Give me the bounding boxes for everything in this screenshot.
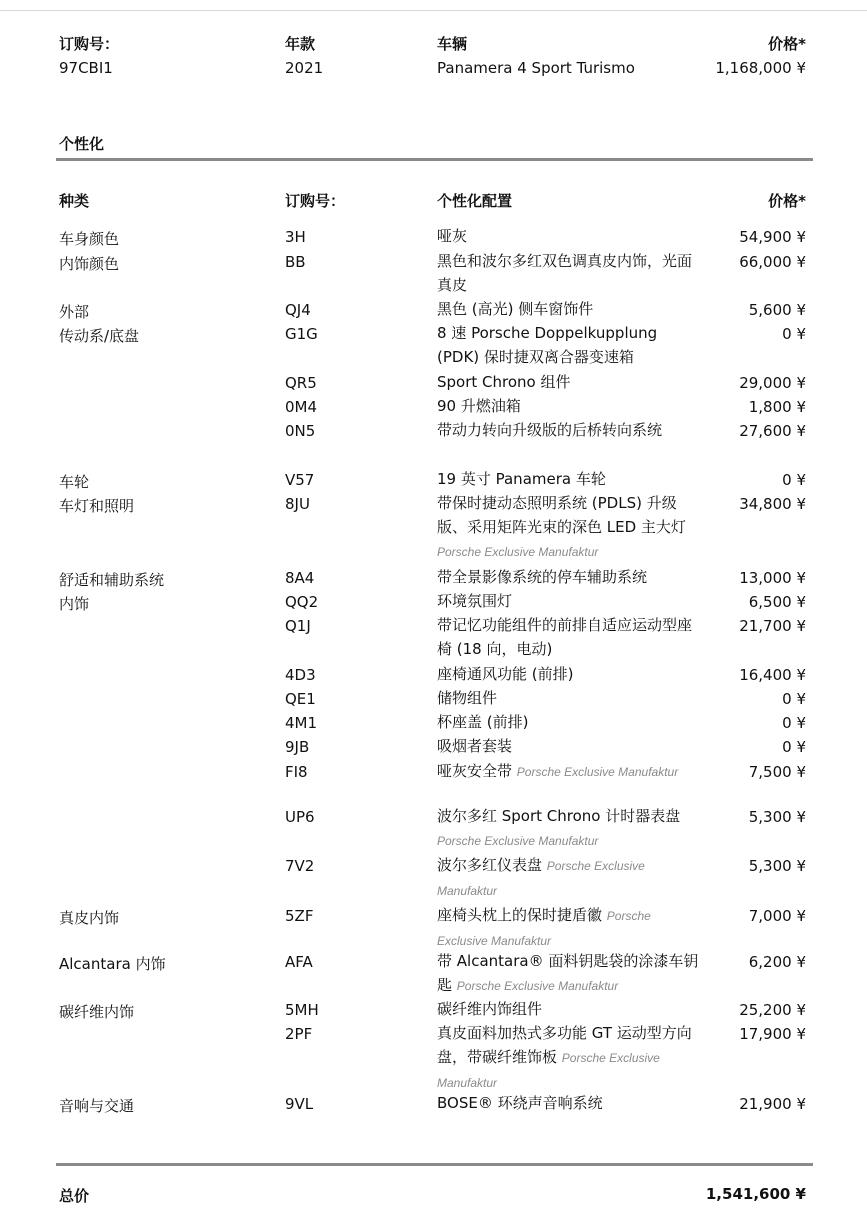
option-text: 环境氛围灯 <box>437 592 513 610</box>
row-price: 6,200 ¥ <box>748 953 806 971</box>
row-option <box>437 491 699 564</box>
order-number-label: 订购号： <box>59 35 120 53</box>
row-code: 8JU <box>285 495 310 513</box>
option-text: 带动力转向升级版的后桥转向系统 <box>437 421 663 439</box>
option-text: 黑色 (高光) 侧车窗饰件 <box>437 300 594 318</box>
row-price: 7,500 ¥ <box>748 763 806 781</box>
section-title: 个性化 <box>59 135 105 153</box>
row-category: 音响与交通 <box>59 1097 135 1115</box>
row-code: 5MH <box>285 1001 319 1019</box>
row-category: 碳纤维内饰 <box>59 1003 135 1021</box>
price-label: 价格* <box>768 35 806 53</box>
row-code: Q1J <box>285 617 311 635</box>
row-code: 2PF <box>285 1025 313 1043</box>
option-text: 19 英寸 Panamera 车轮 <box>437 470 606 488</box>
vehicle-name: Panamera 4 Sport Turismo <box>437 59 635 77</box>
option-text: 带保时捷动态照明系统 (PDLS) 升级版、采用矩阵光束的深色 LED 主大灯 <box>437 494 686 536</box>
option-text: 哑灰 <box>437 227 468 245</box>
vehicle-price: 1,168,000 ¥ <box>715 59 806 77</box>
row-category: 车身颜色 <box>59 230 120 248</box>
row-option <box>437 224 699 248</box>
row-code: 3H <box>285 228 306 246</box>
row-category: 真皮内饰 <box>59 909 120 927</box>
row-code: 4M1 <box>285 714 318 732</box>
row-category: 车轮 <box>59 473 90 491</box>
row-option <box>437 710 699 734</box>
model-year: 2021 <box>285 59 324 77</box>
row-code: 0N5 <box>285 422 316 440</box>
option-text: 波尔多红仪表盘 <box>437 856 543 874</box>
row-price: 21,700 ¥ <box>739 617 806 635</box>
exclusive-manufaktur-tag: Porsche Exclusive Manufaktur <box>516 765 679 779</box>
row-price: 0 ¥ <box>782 471 806 489</box>
row-option <box>437 686 699 710</box>
option-text: BOSE® 环绕声音响系统 <box>437 1094 603 1112</box>
row-code: QQ2 <box>285 593 319 611</box>
row-price: 7,000 ¥ <box>748 907 806 925</box>
option-text: 带记忆功能组件的前排自适应运动型座椅 (18 向，电动) <box>437 616 693 658</box>
exclusive-manufaktur-tag: Porsche Exclusive Manufaktur <box>437 1051 660 1090</box>
row-option <box>437 903 699 953</box>
section-divider <box>56 158 813 161</box>
row-price: 0 ¥ <box>782 325 806 343</box>
total-price: 1,541,600 ¥ <box>705 1185 806 1203</box>
row-category: 外部 <box>59 303 90 321</box>
row-code: QR5 <box>285 374 317 392</box>
row-code: BB <box>285 253 306 271</box>
row-option <box>437 321 699 369</box>
row-code: QJ4 <box>285 301 311 319</box>
row-price: 6,500 ¥ <box>748 593 806 611</box>
row-code: 9VL <box>285 1095 314 1113</box>
row-price: 0 ¥ <box>782 738 806 756</box>
exclusive-manufaktur-tag: Porsche Exclusive Manufaktur <box>437 545 599 559</box>
row-price: 21,900 ¥ <box>739 1095 806 1113</box>
row-price: 66,000 ¥ <box>739 253 806 271</box>
row-price: 16,400 ¥ <box>739 666 806 684</box>
row-price: 5,600 ¥ <box>748 301 806 319</box>
row-code: 5ZF <box>285 907 314 925</box>
row-option <box>437 467 699 491</box>
row-option <box>437 1091 699 1115</box>
row-code: 4D3 <box>285 666 316 684</box>
row-price: 0 ¥ <box>782 714 806 732</box>
exclusive-manufaktur-tag: Porsche Exclusive Manufaktur <box>437 859 645 898</box>
row-code: FI8 <box>285 763 308 781</box>
row-option <box>437 853 699 903</box>
option-text: 8 速 Porsche Doppelkupplung (PDK) 保时捷双离合器变速箱 <box>437 324 658 366</box>
option-text: 杯座盖 (前排) <box>437 713 529 731</box>
option-text: 带全景影像系统的停车辅助系统 <box>437 568 648 586</box>
option-text: 90 升燃油箱 <box>437 397 521 415</box>
row-option <box>437 613 699 661</box>
top-divider <box>0 10 867 11</box>
row-code: UP6 <box>285 808 315 826</box>
header-category: 种类 <box>59 192 90 210</box>
row-code: AFA <box>285 953 313 971</box>
row-option <box>437 565 699 589</box>
total-divider <box>56 1163 813 1166</box>
row-option <box>437 662 699 686</box>
row-option <box>437 804 699 853</box>
row-code: G1G <box>285 325 318 343</box>
row-category: 传动系/底盘 <box>59 327 140 345</box>
row-code: V57 <box>285 471 315 489</box>
option-text: 吸烟者套装 <box>437 737 513 755</box>
row-code: 0M4 <box>285 398 318 416</box>
row-option <box>437 394 699 418</box>
row-option <box>437 297 699 321</box>
row-option <box>437 997 699 1021</box>
row-option <box>437 249 699 297</box>
row-price: 17,900 ¥ <box>739 1025 806 1043</box>
row-code: QE1 <box>285 690 316 708</box>
row-category: 内饰 <box>59 595 90 613</box>
vehicle-label: 车辆 <box>437 35 468 53</box>
row-price: 1,800 ¥ <box>748 398 806 416</box>
row-price: 0 ¥ <box>782 690 806 708</box>
row-price: 29,000 ¥ <box>739 374 806 392</box>
header-price: 价格* <box>768 192 806 210</box>
row-option <box>437 759 699 784</box>
option-text: Sport Chrono 组件 <box>437 373 571 391</box>
row-option <box>437 949 699 998</box>
option-text: 座椅通风功能 (前排) <box>437 665 574 683</box>
row-category: 车灯和照明 <box>59 497 135 515</box>
row-code: 8A4 <box>285 569 315 587</box>
header-code: 订购号： <box>285 192 346 210</box>
row-option <box>437 589 699 613</box>
option-text: 座椅头枕上的保时捷盾徽 <box>437 906 603 924</box>
row-price: 25,200 ¥ <box>739 1001 806 1019</box>
option-text: 黑色和波尔多红双色调真皮内饰，光面真皮 <box>437 252 693 294</box>
row-code: 9JB <box>285 738 310 756</box>
row-price: 34,800 ¥ <box>739 495 806 513</box>
row-option <box>437 1021 699 1095</box>
row-option <box>437 370 699 394</box>
exclusive-manufaktur-tag: Porsche Exclusive Manufaktur <box>437 834 599 848</box>
order-number: 97CBI1 <box>59 59 113 77</box>
exclusive-manufaktur-tag: Porsche Exclusive Manufaktur <box>456 979 619 993</box>
row-price: 54,900 ¥ <box>739 228 806 246</box>
row-category: 内饰颜色 <box>59 255 120 273</box>
option-text: 真皮面料加热式多功能 GT 运动型方向盘，带碳纤维饰板 <box>437 1024 692 1066</box>
row-price: 5,300 ¥ <box>748 857 806 875</box>
row-category: Alcantara 内饰 <box>59 955 166 973</box>
row-code: 7V2 <box>285 857 315 875</box>
row-price: 13,000 ¥ <box>739 569 806 587</box>
row-option <box>437 734 699 758</box>
option-text: 波尔多红 Sport Chrono 计时器表盘 <box>437 807 681 825</box>
option-text: 储物组件 <box>437 689 498 707</box>
model-year-label: 年款 <box>285 35 316 53</box>
option-text: 碳纤维内饰组件 <box>437 1000 543 1018</box>
option-text: 哑灰安全带 <box>437 762 513 780</box>
header-option: 个性化配置 <box>437 192 513 210</box>
option-text: 带 Alcantara® 面料钥匙袋的涂漆车钥匙 <box>437 952 699 994</box>
row-price: 5,300 ¥ <box>748 808 806 826</box>
total-label: 总价 <box>59 1187 90 1205</box>
row-option <box>437 418 699 442</box>
row-price: 27,600 ¥ <box>739 422 806 440</box>
row-category: 舒适和辅助系统 <box>59 571 165 589</box>
exclusive-manufaktur-tag: Porsche Exclusive Manufaktur <box>437 909 651 948</box>
